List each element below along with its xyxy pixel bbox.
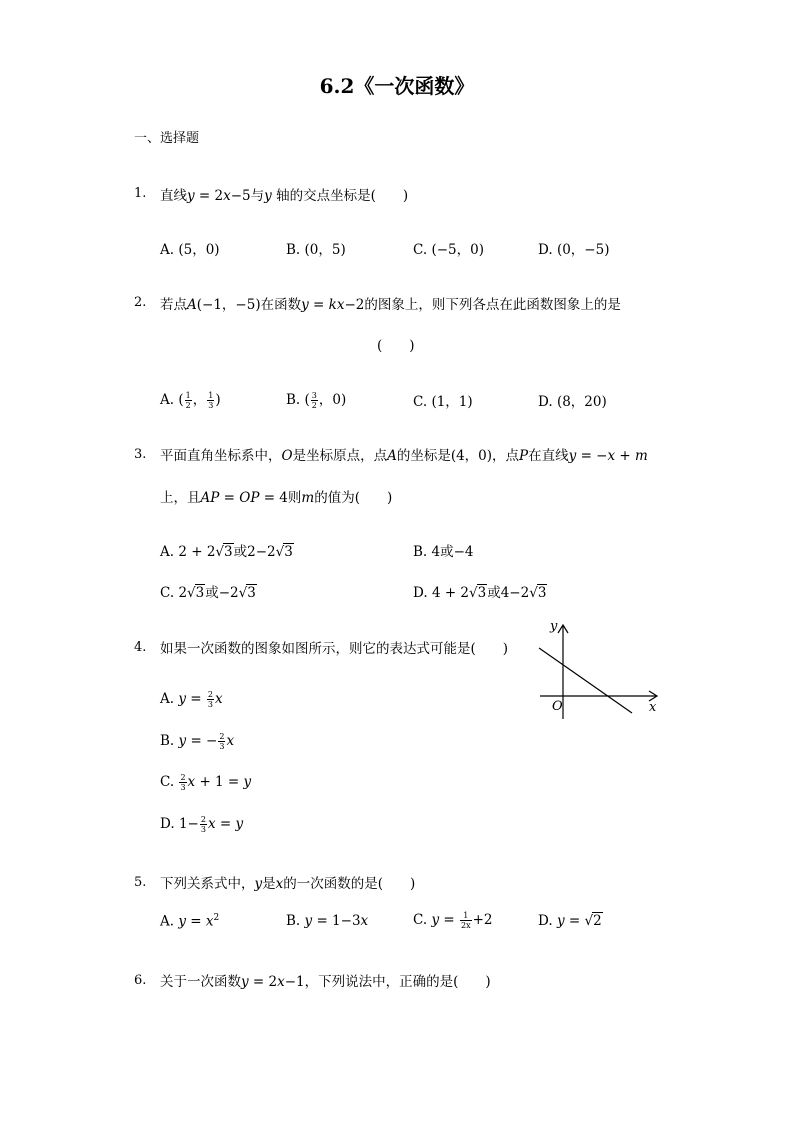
question-3-option-c[interactable]: C. 2√3或−2√3 [160,585,256,601]
page-title: 6.2《一次函数》 [319,74,475,98]
question-3-number: 3. [134,447,147,462]
question-1-option-d[interactable]: D. (0，−5) [538,242,610,258]
question-5-option-b[interactable]: B. y = 1−3x [286,913,369,929]
question-1-option-b[interactable]: B. (0，5) [286,242,346,258]
question-1-text: 直线y = 2x−5与y 轴的交点坐标是( ) [160,188,409,204]
question-2-option-b[interactable]: B. ( $\frac{3}{2}$ ，0) [286,391,347,410]
question-4-option-b[interactable]: B. y = − $\frac{2}{3}$ x [160,732,235,751]
question-4-text: 如果一次函数的图象如图所示，则它的表达式可能是( ) [160,641,509,657]
question-5-option-a[interactable]: A. $y = x^2$ [160,913,220,930]
question-3-option-d[interactable]: D. 4 + 2√3或4−2√3 [413,585,547,601]
question-2-option-c[interactable]: C. (1，1) [413,394,473,410]
question-2-option-a[interactable]: A. ( $\frac{1}{2}$ ， $\frac{1}{3}$ ) [160,391,221,410]
question-4-option-c[interactable]: C. $\frac{2}{3}$ x + 1 = y [160,773,252,792]
question-4-option-d[interactable]: D. 1− $\frac{2}{3}$ x = y [160,815,244,834]
question-5-option-c[interactable]: C. y = $\frac{1}{2x}$ +2 [413,911,493,930]
question-3-text-line1: 平面直角坐标系中，O是坐标原点，点A的坐标是(4，0)，点P在直线y = −x + m [160,448,648,464]
section-heading: 一、选择题 [134,131,200,146]
question-2-option-d[interactable]: D. (8，20) [538,394,607,410]
question-6-text: 关于一次函数y = 2x−1，下列说法中，正确的是( ) [160,974,491,990]
question-2-number: 2. [134,295,147,310]
question-5-option-d[interactable]: D. y = √2 [538,913,602,929]
question-3-option-b[interactable]: B. 4或−4 [413,544,474,560]
question-3-option-a[interactable]: A. 2 + 2√3或2−2√3 [160,544,293,560]
origin-label: O [552,699,563,714]
question-5-text: 下列关系式中，y是x的一次函数的是( ) [160,876,416,892]
question-1-number: 1. [134,186,147,201]
x-axis-label: x [649,700,657,715]
question-6-number: 6. [134,973,147,988]
question-1-option-c[interactable]: C. (−5，0) [413,242,484,258]
question-5-number: 5. [134,875,147,890]
question-3-text-line2: 上，且AP = OP = 4则m的值为( ) [160,490,393,506]
question-2-answer-paren: ( ) [377,338,415,354]
y-axis-label: y [550,619,558,634]
question-2-text: 若点A(−1，−5)在函数y = kx−2的图象上，则下列各点在此函数图象上的是 [160,297,621,313]
question-4-option-a[interactable]: A. y = $\frac{2}{3}$ x [160,690,223,709]
question-1-option-a[interactable]: A. (5，0) [160,242,220,258]
question-4-number: 4. [134,640,147,655]
question-4-graph [530,615,670,725]
